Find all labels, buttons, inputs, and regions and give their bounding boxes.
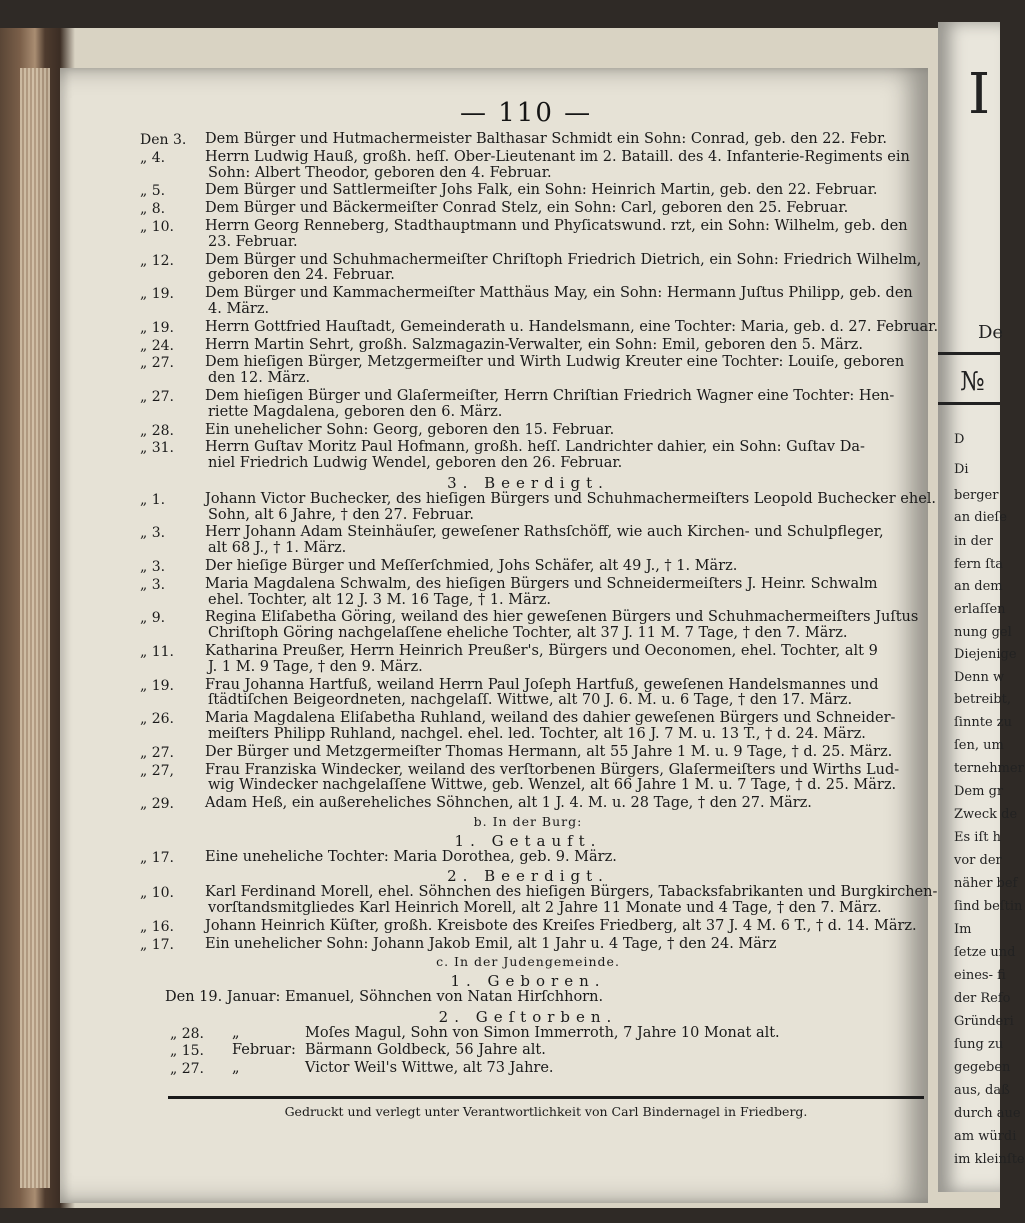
burg-burial-entry: Johann Heinrich Küſter, großh. Kreisbote des Kreiſes Friedberg, alt 37 J. 4 M. 6 T., † d. 14. März.	[205, 917, 917, 934]
birth-entry: Dem Bürger und Schuhmachermeiſter Chriſtoph Friedrich Dietrich, ein Sohn: Friedrich Wilhelm,	[205, 251, 922, 268]
burg-burial-entry: Karl Ferdinand Morell, ehel. Söhnchen des hieſigen Bürgers, Tabacksfabrikanten und Burgkirchen-	[205, 884, 938, 901]
right-page-fragment: berger	[954, 488, 999, 503]
burial-date: „ 1.	[140, 491, 166, 508]
right-page-fragment: Diejenige	[954, 647, 1017, 662]
right-page-fragment: Dem gr	[954, 784, 1004, 799]
right-page-fragment: ſen, um	[954, 738, 1004, 753]
burial-entry-cont: wig Windecker nachgelaſſene Wittwe, geb. Wenzel, alt 66 Jahre 1 M. u. 7 Tage, † d. 25. März.	[208, 777, 897, 794]
jewish-death-entry: Bärmann Goldbeck, 56 Jahre alt.	[305, 1042, 546, 1059]
right-page-fragment: nung gel	[954, 625, 1012, 640]
birth-entry: Herrn Georg Renneberg, Stadthauptmann und Phyſicatswund. rzt, ein Sohn: Wilhelm, geb. den	[205, 218, 908, 234]
burial-entry: Regina Eliſabetha Göring, weiland des hier geweſenen Bürgers und Schuhmachermeiſters Juſtus	[205, 609, 919, 626]
birth-entry: Ein unehelicher Sohn: Georg, geboren den 15. Februar.	[205, 421, 615, 438]
right-page-fragment: in der	[954, 534, 993, 549]
right-page-fragment: Zweck de	[954, 807, 1018, 822]
heading-judengemeinde: c. In der Judengemeinde.	[436, 954, 620, 970]
right-page-fragment: De	[978, 322, 1004, 343]
right-page-rule	[938, 352, 1000, 355]
birth-date: „ 28.	[140, 422, 174, 439]
right-page-fragment: erlaſſen	[954, 602, 1006, 617]
jewish-birth-entry: Den 19. Januar: Emanuel, Söhnchen von Natan Hirſchhorn.	[165, 989, 604, 1005]
right-page	[938, 22, 1025, 1192]
birth-entry: Dem Bürger und Hutmachermeister Balthasar Schmidt ein Sohn: Conrad, geb. den 22. Febr.	[205, 131, 888, 147]
jewish-death-date: „ 28.	[170, 1025, 204, 1042]
burg-burial-date: „ 17.	[140, 936, 174, 953]
birth-entry-cont: 4. März.	[208, 301, 270, 317]
burial-entry-cont: meiſters Philipp Ruhland, nachgel. ehel. led. Tochter, alt 16 J. 7 M. u. 13 T., † d. 24. März.	[208, 726, 866, 742]
right-page-fragment: fern ſta	[954, 557, 1004, 572]
birth-entry: Dem Bürger und Sattlermeiſter Johs Falk, ein Sohn: Heinrich Martin, geb. den 22. Februar.	[205, 182, 878, 199]
burial-entry: Maria Magdalena Eliſabetha Ruhland, weiland des dahier geweſenen Bürgers und Schneider-	[205, 710, 896, 727]
right-page-fragment: im kleinſte	[954, 1152, 1025, 1167]
right-page-fragment: eines- fi	[954, 968, 1006, 983]
jewish-death-month: „	[232, 1060, 240, 1077]
burial-entry: Maria Magdalena Schwalm, des hieſigen Bürgers und Schneidermeiſters J. Heinr. Schwalm	[205, 575, 878, 592]
heading-geboren: 1. Geboren.	[450, 972, 606, 991]
burg-burial-date: „ 10.	[140, 885, 174, 902]
birth-entry: Herrn Martin Sehrt, großh. Salzmagazin-Verwalter, ein Sohn: Emil, geboren den 5. März.	[205, 336, 863, 353]
right-page-fragment: Es iſt h	[954, 830, 1001, 845]
right-page-fragment: Denn w	[954, 670, 1005, 685]
right-page-fragment: aus, daß	[954, 1083, 1010, 1098]
birth-date: „ 24.	[140, 337, 174, 354]
jewish-death-month: Februar:	[232, 1042, 296, 1059]
birth-date: „ 12.	[140, 252, 174, 269]
burial-date: „ 27.	[140, 744, 174, 761]
burial-entry-cont: J. 1 M. 9 Tage, † den 9. März.	[208, 658, 423, 675]
jewish-death-entry: Victor Weil's Wittwe, alt 73 Jahre.	[305, 1060, 554, 1077]
burial-date: „ 27,	[140, 762, 174, 779]
right-page-fragment: Gründeri	[954, 1014, 1014, 1029]
right-page-fragment: an dieſe	[954, 510, 1007, 525]
burial-date: „ 19.	[140, 677, 174, 694]
birth-date: „ 5.	[140, 183, 166, 200]
burial-date: „ 3.	[140, 559, 166, 575]
right-page-fragment: Im	[954, 922, 972, 937]
right-page-fragment: an dem	[954, 579, 1003, 594]
burial-entry-cont: Sohn, alt 6 Jahre, † den 27. Februar.	[208, 506, 474, 523]
right-page-fragment: gegeben	[954, 1060, 1011, 1075]
burial-date: „ 9.	[140, 610, 166, 627]
heading-getauft: 1. Getauft.	[454, 831, 602, 850]
right-page-fragment: ſind beſtin	[954, 899, 1023, 914]
footer-rule	[168, 1096, 924, 1099]
right-page-fragment: ſetze und	[954, 945, 1016, 960]
page-number: — 110 —	[460, 98, 593, 128]
birth-entry-cont: riette Magdalena, geboren den 6. März.	[208, 403, 503, 420]
birth-entry: Herrn Gottfried Hauſtadt, Gemeinderath u. Handelsmann, eine Tochter: Maria, geb. d. 27. Februar.	[205, 318, 939, 335]
birth-entry-cont: geboren den 24. Februar.	[208, 267, 395, 284]
birth-entry: Dem hieſigen Bürger und Glaſermeiſter, Herrn Chriſtian Friedrich Wagner eine Tochter: Hen-	[205, 388, 895, 404]
heading-beerdigt: 3. Beerdigt.	[447, 474, 609, 492]
burial-entry: Katharina Preußer, Herrn Heinrich Preußer's, Bürgers und Oeconomen, ehel. Tochter, alt 9	[205, 643, 878, 659]
burial-entry-cont: alt 68 J., † 1. März.	[208, 540, 347, 557]
right-page-fragment: betreibt,	[954, 692, 1011, 707]
jewish-death-date: „ 15.	[170, 1043, 204, 1060]
birth-date: „ 4.	[140, 149, 166, 166]
birth-entry-cont: niel Friedrich Ludwig Wendel, geboren den 26. Februar.	[208, 455, 623, 472]
birth-date: Den 3.	[140, 132, 187, 148]
burial-date: „ 29.	[140, 796, 174, 813]
burial-date: „ 3.	[140, 525, 166, 542]
right-page-fragment: ſung zu	[954, 1037, 1004, 1052]
burial-date: „ 11.	[140, 644, 174, 660]
birth-entry: Dem hieſigen Bürger, Metzgermeiſter und Wirth Ludwig Kreuter eine Tochter: Louiſe, geboren	[205, 354, 905, 371]
burial-date: „ 26.	[140, 711, 174, 728]
birth-date: „ 19.	[140, 286, 174, 303]
burial-entry: Der hieſige Bürger und Meſſerſchmied, Johs Schäfer, alt 49 J., † 1. März.	[205, 558, 738, 574]
right-page-fragment: näher bef	[954, 876, 1018, 891]
birth-entry-cont: den 12. März.	[208, 370, 311, 387]
jewish-death-entry: Moſes Magul, Sohn von Simon Immerroth, 7 Jahre 10 Monat alt.	[305, 1024, 780, 1041]
burial-entry: Johann Victor Buchecker, des hieſigen Bürgers und Schuhmachermeiſters Leopold Buchecker ehel.	[205, 490, 937, 507]
burial-date: „ 3.	[140, 576, 166, 593]
burg-baptism-date: „ 17.	[140, 849, 174, 866]
heading-beerdigt-burg: 2. Beerdigt.	[447, 867, 609, 886]
page-edges	[20, 68, 50, 1188]
jewish-death-month: „	[232, 1024, 240, 1041]
burg-baptism-entry: Eine uneheliche Tochter: Maria Dorothea, geb. 9. März.	[205, 848, 617, 865]
burg-burial-entry: Ein unehelicher Sohn: Johann Jakob Emil, alt 1 Jahr u. 4 Tage, † den 24. März	[205, 935, 777, 952]
birth-entry: Herrn Guſtav Moritz Paul Hofmann, großh. heſſ. Landrichter dahier, ein Sohn: Guſtav Da-	[205, 439, 865, 456]
right-page-fragment: am würdi	[954, 1129, 1017, 1144]
birth-date: „ 31.	[140, 440, 174, 457]
right-page-fragment: der Refo	[954, 991, 1011, 1006]
right-page-fragment: Di	[954, 462, 969, 477]
right-page-rule	[938, 402, 1000, 405]
birth-date: „ 27.	[140, 355, 174, 372]
burial-entry: Frau Franziska Windecker, weiland des verſtorbenen Bürgers, Glaſermeiſters und Wirths Lud-	[205, 761, 900, 778]
right-page-fragment: vor der	[954, 853, 1002, 868]
birth-entry-cont: Sohn: Albert Theodor, geboren den 4. Februar.	[208, 164, 552, 181]
right-page-fragment: ternehmer	[954, 761, 1024, 776]
birth-date: „ 8.	[140, 201, 166, 218]
burial-entry-cont: Chriſtoph Göring nachgelaſſene eheliche Tochter, alt 37 J. 11 M. 7 Tage, † den 7. März.	[208, 625, 848, 642]
birth-entry: Dem Bürger und Bäckermeiſter Conrad Stelz, ein Sohn: Carl, geboren den 25. Februar.	[205, 200, 849, 217]
burial-entry: Frau Johanna Hartfuß, weiland Herrn Paul Joſeph Hartfuß, geweſenen Handelsmannes und	[205, 676, 879, 693]
burial-entry: Herr Johann Adam Steinhäuſer, geweſener Rathsſchöff, wie auch Kirchen- und Schulpfleger,	[205, 524, 884, 541]
right-page-fragment: D	[954, 432, 965, 447]
right-page-fragment: durch aue	[954, 1106, 1021, 1121]
heading-gestorben: 2. Geſtorben.	[438, 1007, 618, 1026]
right-page-fragment: №	[960, 367, 985, 397]
birth-date: „ 10.	[140, 219, 174, 235]
birth-date: „ 27.	[140, 389, 174, 405]
right-page-fragment: I	[968, 62, 991, 127]
right-page-fragment: ſinnte zu	[954, 715, 1012, 730]
heading-burg: b. In der Burg:	[473, 814, 583, 829]
burial-entry-cont: ehel. Tochter, alt 12 J. 3 M. 16 Tage, † 1. März.	[208, 591, 551, 608]
burial-entry: Der Bürger und Metzgermeiſter Thomas Hermann, alt 55 Jahre 1 M. u. 9 Tage, † d. 25. März.	[205, 743, 893, 760]
birth-date: „ 19.	[140, 319, 174, 336]
burg-burial-date: „ 16.	[140, 918, 174, 935]
burial-entry-cont: ſtädtiſchen Beigeordneten, nachgelaſſ. Wittwe, alt 70 J. 6. M. u. 6 Tage, † den 17. März.	[208, 692, 853, 709]
burg-burial-entry-cont: vorſtandsmitgliedes Karl Heinrich Morell, alt 2 Jahre 11 Monate und 4 Tage, † den 7. März.	[208, 900, 882, 916]
birth-entry: Dem Bürger und Kammachermeiſter Matthäus May, ein Sohn: Hermann Juſtus Philipp, geb. den	[205, 285, 913, 302]
birth-entry-cont: 23. Februar.	[208, 233, 298, 250]
jewish-death-date: „ 27.	[170, 1061, 204, 1078]
burial-entry: Adam Heß, ein außereheliches Söhnchen, alt 1 J. 4. M. u. 28 Tage, † den 27. März.	[205, 795, 812, 812]
imprint: Gedruckt und verlegt unter Verantwortlichkeit von Carl Bindernagel in Friedberg.	[284, 1104, 808, 1119]
birth-entry: Herrn Ludwig Hauß, großh. heſſ. Ober-Lieutenant im 2. Bataill. des 4. Infanterie-Regiments ein	[205, 148, 910, 165]
